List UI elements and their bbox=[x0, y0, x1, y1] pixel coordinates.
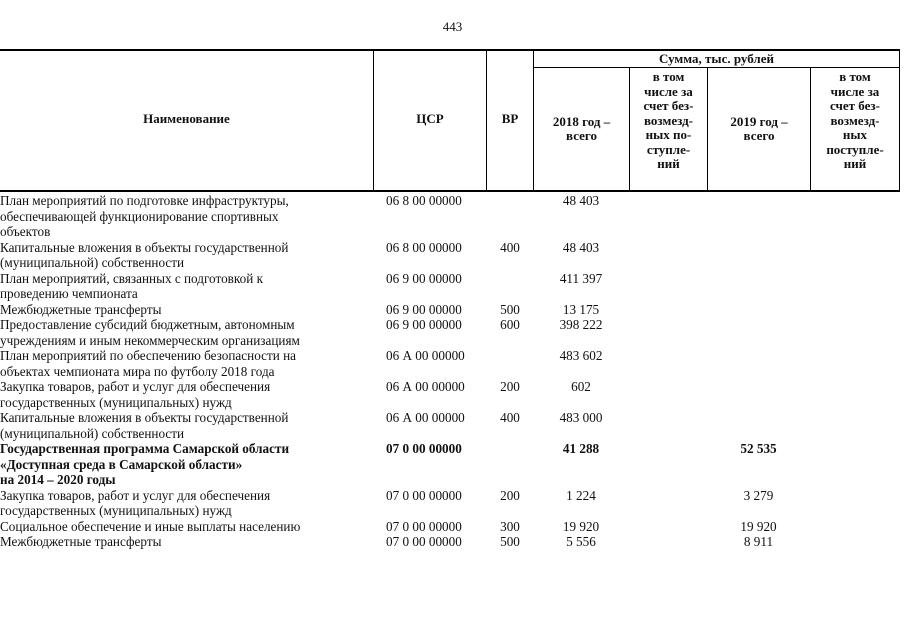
row-name: Капитальные вложения в объекты государственной (муниципальной) собственности bbox=[0, 410, 289, 441]
row-csr: 06 А 00 00000 bbox=[386, 348, 465, 363]
header-2018-total: 2018 год – всего bbox=[552, 113, 611, 143]
row-sum-2019: 19 920 bbox=[740, 518, 777, 534]
row-vr: 500 bbox=[500, 534, 520, 549]
row-vr: 600 bbox=[500, 317, 520, 332]
table-row bbox=[0, 317, 900, 348]
row-name: План мероприятий по обеспечению безопасности на объектах чемпионата мира по футболу 2018 года bbox=[0, 348, 296, 379]
row-vr: 300 bbox=[500, 518, 520, 534]
table-row bbox=[0, 488, 900, 519]
table-row bbox=[0, 193, 900, 240]
row-name: Предоставление субсидий бюджетным, автономным учреждениям и иным некоммерческим организациям bbox=[0, 317, 300, 348]
row-sum-2018: 483 000 bbox=[559, 410, 603, 425]
table-body bbox=[0, 193, 900, 550]
row-csr: 07 0 00 00000 bbox=[386, 518, 462, 534]
row-sum-2018: 48 403 bbox=[562, 193, 600, 208]
header-name: Наименование bbox=[143, 111, 230, 127]
row-sum-2018: 398 222 bbox=[559, 317, 603, 332]
row-name: Закупка товаров, работ и услуг для обеспечения государственных (муниципальных) нужд bbox=[0, 487, 271, 518]
row-csr: 06 8 00 00000 bbox=[386, 239, 462, 255]
row-name: План мероприятий по подготовке инфраструктуры, обеспечивающей функционирование спортивных объектов bbox=[0, 193, 289, 239]
row-sum-2019: 3 279 bbox=[743, 487, 774, 503]
row-sum-2019: 52 535 bbox=[740, 441, 777, 456]
row-vr: 400 bbox=[500, 410, 520, 425]
row-name: Межбюджетные трансферты bbox=[0, 534, 162, 549]
table-header bbox=[0, 49, 900, 191]
row-csr: 06 А 00 00000 bbox=[386, 379, 465, 394]
table-row bbox=[0, 271, 900, 302]
row-csr: 06 9 00 00000 bbox=[386, 317, 462, 332]
row-sum-2018: 483 602 bbox=[559, 348, 603, 363]
table-row bbox=[0, 519, 900, 535]
row-sum-2018: 48 403 bbox=[562, 239, 600, 255]
row-csr: 06 А 00 00000 bbox=[386, 410, 465, 425]
row-vr: 400 bbox=[500, 239, 520, 255]
header-sum-group: Сумма, тыс. рублей bbox=[659, 50, 774, 66]
page-number: 443 bbox=[442, 19, 463, 34]
table-row bbox=[0, 534, 900, 550]
row-csr: 07 0 00 00000 bbox=[386, 487, 462, 503]
row-sum-2018: 19 920 bbox=[562, 518, 600, 534]
row-csr: 06 9 00 00000 bbox=[386, 270, 462, 286]
row-name: План мероприятий, связанных с подготовкой к проведению чемпионата bbox=[0, 270, 263, 301]
row-sum-2018: 13 175 bbox=[562, 301, 600, 317]
row-name: Закупка товаров, работ и услуг для обеспечения государственных (муниципальных) нужд bbox=[0, 379, 271, 410]
row-csr: 06 8 00 00000 bbox=[386, 193, 462, 208]
header-2019-free: в том числе за счет без- возмезд- ных поступле- ний bbox=[826, 69, 884, 171]
row-vr: 500 bbox=[500, 301, 520, 317]
row-name: Социальное обеспечение и иные выплаты населению bbox=[0, 518, 301, 534]
table-row-program bbox=[0, 441, 900, 488]
row-name: Капитальные вложения в объекты государственной (муниципальной) собственности bbox=[0, 239, 289, 270]
row-sum-2018: 1 224 bbox=[566, 487, 596, 503]
row-csr: 06 9 00 00000 bbox=[386, 301, 462, 317]
table-row bbox=[0, 410, 900, 441]
row-name: Государственная программа Самарской области «Доступная среда в Самарской области» на 2014 – 2020 годы bbox=[0, 441, 290, 487]
row-sum-2018: 602 bbox=[571, 379, 591, 394]
header-vr: ВР bbox=[501, 111, 519, 127]
row-csr: 07 0 00 00000 bbox=[386, 534, 462, 549]
row-sum-2019: 8 911 bbox=[743, 534, 774, 549]
row-vr: 200 bbox=[500, 379, 520, 394]
header-csr: ЦСР bbox=[416, 111, 444, 127]
row-name: Межбюджетные трансферты bbox=[0, 301, 162, 317]
table-row bbox=[0, 240, 900, 271]
row-csr: 07 0 00 00000 bbox=[386, 441, 462, 456]
header-2018-free: в том числе за счет без- возмезд- ных по- ступле- ний bbox=[643, 69, 694, 171]
table-row bbox=[0, 379, 900, 410]
table-row bbox=[0, 348, 900, 379]
table-row bbox=[0, 302, 900, 318]
row-sum-2018: 41 288 bbox=[562, 441, 600, 456]
row-vr: 200 bbox=[500, 487, 520, 503]
header-2019-total: 2019 год – всего bbox=[730, 113, 788, 143]
row-sum-2018: 411 397 bbox=[559, 270, 603, 286]
row-sum-2018: 5 556 bbox=[566, 534, 596, 549]
